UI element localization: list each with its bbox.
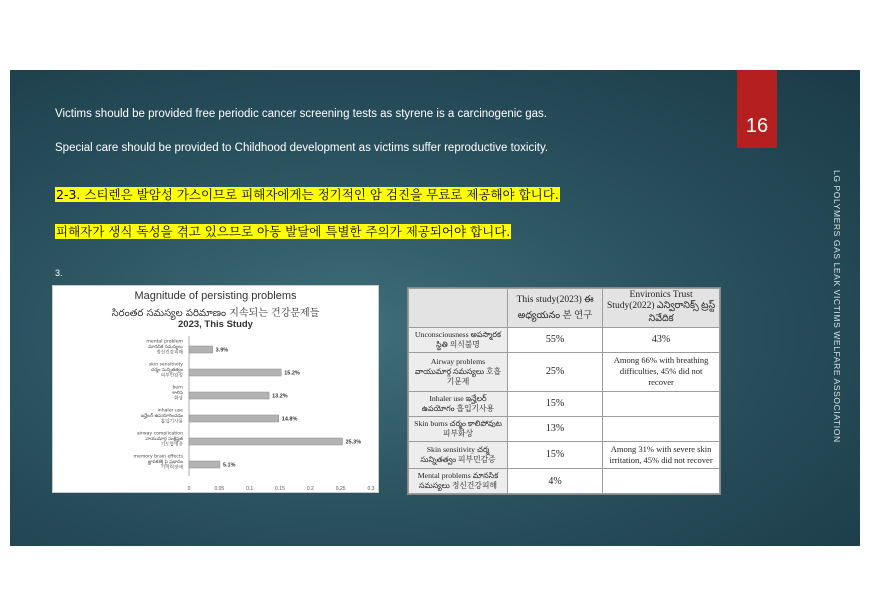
chart-title-translations: సిరంతర సమస్యల పరిమాణం 지속되는 건강문제들 xyxy=(111,308,320,319)
environics-value: 43% xyxy=(603,328,720,353)
bar-chart xyxy=(53,286,378,492)
header-environics: Environics Trust Study(2022) ఎన్విరానిక్స్ ట్రస్ట్ నివేదిక xyxy=(603,289,720,328)
category-label: వాయుమార్గ సంక్లిష్టత xyxy=(145,437,183,442)
bar xyxy=(189,346,213,353)
data-label: 15.2% xyxy=(284,370,300,377)
table-row xyxy=(409,392,720,417)
category-label: 기억력장애 xyxy=(160,465,183,471)
this-study-value: 4% xyxy=(508,469,603,494)
bar xyxy=(189,438,342,445)
korean-line-1 xyxy=(55,185,560,203)
category-label: 기도합병증 xyxy=(160,442,183,448)
category-label: 흡입기사용 xyxy=(160,419,183,425)
environics-value xyxy=(603,416,720,441)
data-label: 5.1% xyxy=(222,462,236,469)
this-study-value: 25% xyxy=(508,352,603,391)
chart-title: Magnitude of persisting problems xyxy=(134,290,297,302)
korean-line-1-text: 2-3. 스티렌은 발암성 가스이므로 피해자에게는 정기적인 암 검진을 무료로 제공해야 합니다. xyxy=(56,187,559,202)
category-label: 정신건강피해 xyxy=(156,350,183,356)
row-label: Inhaler use ఇన్హేలర్ ఉపయోగం 흡입기사용 xyxy=(409,392,508,417)
header-this-study: This study(2023) ఈ అధ్యయనం 본 연구 xyxy=(508,289,603,328)
text-line-childhood-care: Special care should be provided to Childhood development as victims suffer reproductive toxicity. xyxy=(55,142,549,154)
table-header-row xyxy=(409,289,720,328)
side-organization-text: LG POLYMERS GAS LEAK VICTIMS WELFARE ASSOCIATION xyxy=(832,170,842,443)
comparison-table xyxy=(408,288,720,494)
category-label: skin sensitivity xyxy=(148,362,183,368)
category-label: memory brain effects xyxy=(133,454,183,460)
chart-subtitle: 2023, This Study xyxy=(178,319,253,330)
category-label: ఇన్హేలర్ ఉపయోగించడం xyxy=(140,414,183,419)
data-label: 3.9% xyxy=(215,347,229,354)
environics-value xyxy=(603,469,720,494)
category-label: burn xyxy=(172,385,183,391)
korean-line-2-text: 피해자가 생식 독성을 겪고 있으므로 아동 발달에 특별한 주의가 제공되어야 합니다. xyxy=(56,224,511,239)
figure-number: 3. xyxy=(55,268,63,278)
this-study-value: 15% xyxy=(508,392,603,417)
bar xyxy=(189,461,220,468)
korean-line-2 xyxy=(55,222,511,240)
page-number: 16 xyxy=(745,115,769,137)
data-label: 14.8% xyxy=(281,416,298,423)
row-label: Skin burns చర్మం కాలిపోవుట 피부화상 xyxy=(409,416,508,441)
x-tick-label: 0.3 xyxy=(367,486,375,492)
header-empty xyxy=(409,289,508,328)
environics-value: Among 31% with severe skin irritation, 45% did not recover xyxy=(603,441,720,468)
table-row xyxy=(409,469,720,494)
category-label: జ్ఞాపకశక్తి పై ప్రభావం xyxy=(147,460,183,465)
bar xyxy=(189,369,281,376)
data-label: 25.3% xyxy=(345,439,362,446)
bar-chart-card xyxy=(52,285,379,493)
row-label: Unconsciousness అపస్మారక స్థితి 의식불명 xyxy=(409,328,508,353)
page-number-box xyxy=(737,70,777,148)
x-tick-label: 0 xyxy=(187,486,191,492)
category-label: mental problem xyxy=(146,339,183,345)
row-label: Skin sensitivity చర్మ సున్నితత్వం 피부민감증 xyxy=(409,441,508,468)
text-line-cancer-screening: Victims should be provided free periodic cancer screening tests as styrene is a carcinogenic gas. xyxy=(55,108,547,120)
category-label: 피부민감성 xyxy=(160,373,183,379)
this-study-value: 15% xyxy=(508,441,603,468)
environics-value: Among 66% with breathing difficulties, 45% did not recover xyxy=(603,352,720,391)
this-study-value: 13% xyxy=(508,416,603,441)
slide xyxy=(10,70,860,546)
x-tick-label: 0.25 xyxy=(335,486,346,492)
row-label: Airway problems వాయుమార్గ సమస్యలు 호흡기문제 xyxy=(409,352,508,391)
bar xyxy=(189,415,279,422)
table-row xyxy=(409,441,720,468)
category-label: మానసిక సమస్యలు xyxy=(148,345,183,350)
x-tick-label: 0.2 xyxy=(306,486,314,492)
table-row xyxy=(409,416,720,441)
data-label: 13.2% xyxy=(272,393,288,400)
table-row xyxy=(409,352,720,391)
category-label: చర్మం సున్నితత్వం xyxy=(150,368,183,373)
category-label: inhaler use xyxy=(157,408,183,414)
category-label: airway complication xyxy=(136,431,183,437)
x-tick-label: 0.05 xyxy=(214,486,225,492)
x-tick-label: 0.1 xyxy=(246,486,254,492)
this-study-value: 55% xyxy=(508,328,603,353)
category-label: 화상 xyxy=(174,396,183,402)
category-label: కాలిన xyxy=(172,391,183,396)
environics-value xyxy=(603,392,720,417)
table-row xyxy=(409,328,720,353)
row-label: Mental problems మానసిక సమస్యలు 정신건강피해 xyxy=(409,469,508,494)
comparison-table-card xyxy=(407,287,721,495)
bar xyxy=(189,392,269,399)
x-tick-label: 0.15 xyxy=(275,486,285,492)
